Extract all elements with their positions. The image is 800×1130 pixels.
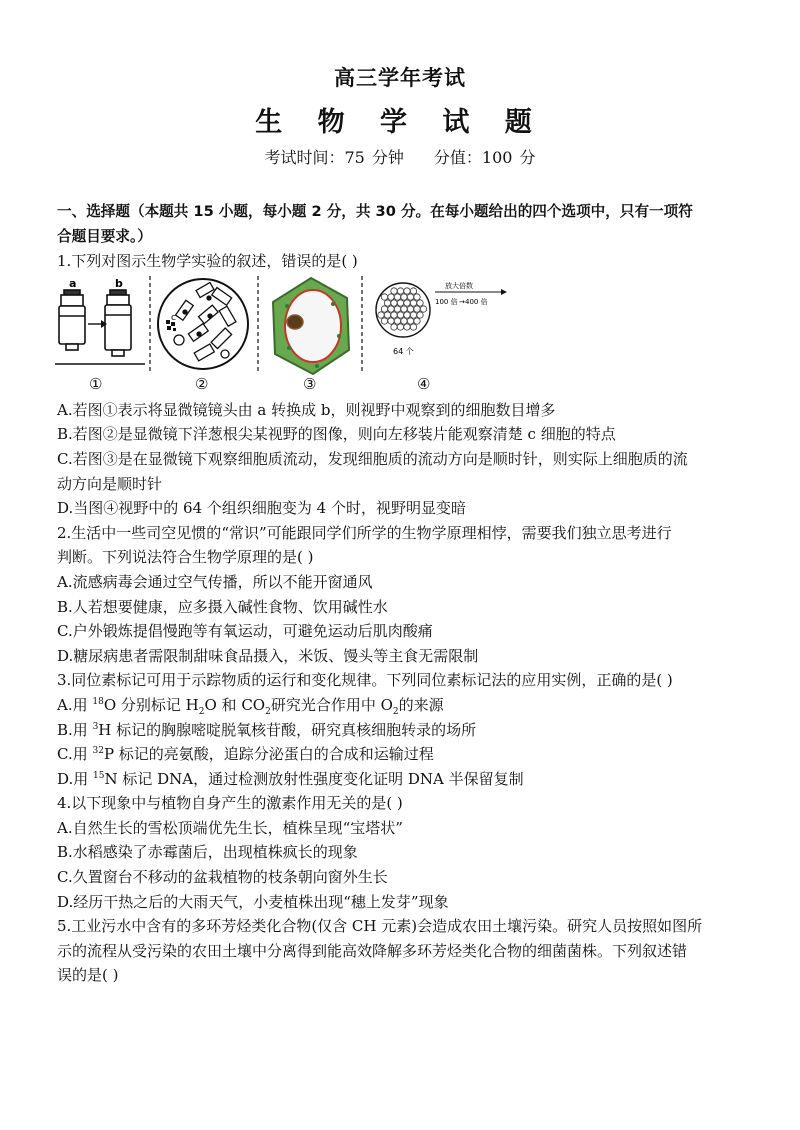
tissue-cell xyxy=(378,312,384,318)
tissue-cell xyxy=(394,294,400,300)
lens-b-label: b xyxy=(115,276,123,290)
tissue-cell xyxy=(417,300,423,306)
tissue-cell xyxy=(401,318,407,324)
q1-option-c-cont: 动方向是顺时针 xyxy=(57,474,163,493)
tissue-cell xyxy=(384,312,390,318)
tissue-cell xyxy=(414,294,420,300)
tissue-cell xyxy=(414,318,420,324)
tissue-cell xyxy=(394,306,400,312)
tissue-cell xyxy=(391,312,397,318)
q4-option-d: D.经历干热之后的大雨天气，小麦植株出现“穗上发芽”现象 xyxy=(57,892,449,911)
tissue-cell xyxy=(381,306,387,312)
figure-label-1: ① xyxy=(89,374,103,393)
cell-c-label: c xyxy=(171,312,176,323)
tissue-cell xyxy=(381,318,387,324)
tissue-cell xyxy=(394,318,400,324)
tissue-cell xyxy=(407,318,413,324)
section-heading-cont: 合题目要求。） xyxy=(57,227,152,245)
tissue-cell xyxy=(404,300,410,306)
q5-stem-end: 误的是( ) xyxy=(57,966,119,985)
q2-stem-cont: 判断。下列说法符合生物学原理的是( ) xyxy=(57,548,314,567)
tissue-cell xyxy=(410,288,416,294)
q2-option-d: D.糖尿病患者需限制甜味食品摄入，米饭、馒头等主食无需限制 xyxy=(57,646,479,665)
tissue-cell xyxy=(391,324,397,330)
q5-stem: 5.工业污水中含有的多环芳烃类化合物(仅含 CH 元素)会造成农田土壤污染。研究人员按照如图所 xyxy=(57,917,703,936)
tissue-cell xyxy=(397,324,403,330)
figure-label-2: ② xyxy=(195,374,209,393)
figure-divider xyxy=(357,276,367,376)
tissue-cell xyxy=(391,288,397,294)
tissue-cell xyxy=(381,294,387,300)
figure-field-of-view xyxy=(373,276,513,372)
tissue-cell xyxy=(397,288,403,294)
q1-option-d: D.当图④视野中的 64 个组织细胞变为 4 个时，视野明显变暗 xyxy=(57,499,466,518)
zoom-title: 放大倍数 xyxy=(445,281,473,290)
q3-stem: 3.同位素标记可用于示踪物质的运行和变化规律。下列同位素标记法的应用实例，正确的是( ) xyxy=(57,671,673,690)
tissue-cell xyxy=(404,324,410,330)
q1-stem: 1.下列对图示生物学实验的叙述，错误的是( ) xyxy=(57,252,358,271)
tissue-cell xyxy=(388,318,394,324)
zoom-to: 400 倍 xyxy=(465,297,488,306)
tissue-cell xyxy=(391,300,397,306)
tissue-cell xyxy=(420,306,426,312)
exam-body xyxy=(57,200,757,988)
figure-label-3: ③ xyxy=(303,374,317,393)
exam-subtitle: 高三学年考试 xyxy=(334,65,466,90)
tissue-cell xyxy=(397,300,403,306)
q4-option-b: B.水稻感染了赤霉菌后，出现植株疯长的现象 xyxy=(57,843,358,862)
exam-score: 分值：100 分 xyxy=(433,148,536,167)
tissue-cell xyxy=(407,306,413,312)
q2-option-c: C.户外锻炼提倡慢跑等有氧运动，可避免运动后肌肉酸痛 xyxy=(57,622,433,641)
cell-count-label: 64 个 xyxy=(393,346,414,356)
q4-option-a: A.自然生长的雪松顶端优先生长，植株呈现“宝塔状” xyxy=(57,818,403,837)
q3-option-b: B.用 $^3$H 标记的胸腺嘧啶脱氧核苷酸，研究真核细胞转录的场所 xyxy=(57,720,477,739)
q2-option-a: A.流感病毒会通过空气传播，所以不能开窗通风 xyxy=(57,572,373,591)
zoom-from: 100 倍 xyxy=(435,297,458,306)
tissue-cell xyxy=(404,312,410,318)
tissue-cell xyxy=(417,312,423,318)
q4-stem: 4.以下现象中与植物自身产生的激素作用无关的是( ) xyxy=(57,794,403,813)
q2-option-b: B.人若想要健康，应多摄入碱性食物、饮用碱性水 xyxy=(57,597,388,616)
tissue-cell xyxy=(397,312,403,318)
figure-divider xyxy=(253,276,263,376)
q1-figures xyxy=(57,276,757,394)
q4-option-c: C.久置窗台不移动的盆栽植物的枝条朝向窗外生长 xyxy=(57,868,388,887)
exam-info xyxy=(0,145,800,168)
tissue-cell xyxy=(388,306,394,312)
figure-plant-cell xyxy=(269,276,353,376)
exam-title: 生 物 学 试 题 xyxy=(255,107,545,138)
tissue-cell xyxy=(384,300,390,306)
section-heading: 一、选择题（本题共 15 小题，每小题 2 分，共 30 分。在每小题给出的四个选项中，只有一项符 xyxy=(57,203,693,220)
q3-option-c: C.用 $^{32}$P 标记的亮氨酸，追踪分泌蛋白的合成和运输过程 xyxy=(57,745,434,764)
tissue-cell xyxy=(414,306,420,312)
lens-a-label: a xyxy=(69,276,77,290)
tissue-cell xyxy=(410,312,416,318)
q3-option-a: A.用 $^{18}$O 分别标记 $H_2O$ 和 $CO_2$研究光合作用中 $O_2$的来源 xyxy=(57,695,444,717)
q5-stem-cont: 示的流程从受污染的农田土壤中分离得到能高效降解多环芳烃类化合物的细菌菌株。下列叙述错 xyxy=(57,941,688,960)
q1-option-c: C.若图③是在显微镜下观察细胞质流动，发现细胞质的流动方向是顺时针，则实际上细胞质的流 xyxy=(57,449,688,468)
figure-label-4: ④ xyxy=(417,374,431,393)
figure-root-tip xyxy=(155,276,251,372)
q1-option-a: A.若图①表示将显微镜镜头由 a 转换成 b，则视野中观察到的细胞数目增多 xyxy=(57,400,556,419)
figure-objective-lenses xyxy=(55,276,147,372)
q1-option-b: B.若图②是显微镜下洋葱根尖某视野的图像，则向左移装片能观察清楚 c 细胞的特点 xyxy=(57,425,616,444)
tissue-cell xyxy=(410,300,416,306)
tissue-cell xyxy=(404,288,410,294)
figure-divider xyxy=(145,276,155,376)
tissue-cell xyxy=(407,294,413,300)
svg-text:→: → xyxy=(459,297,465,306)
tissue-cell xyxy=(410,324,416,330)
q3-option-d: D.用 $^{15}$N 标记 DNA，通过检测放射性强度变化证明 DNA 半保留复制 xyxy=(57,769,524,788)
q2-stem: 2.生活中一些司空见惯的“常识”可能跟同学们所学的生物学原理相悖，需要我们独立思考进行 xyxy=(57,523,672,542)
tissue-cell xyxy=(401,294,407,300)
tissue-cell xyxy=(388,294,394,300)
exam-time: 考试时间：75 分钟 xyxy=(264,148,404,167)
tissue-cell xyxy=(401,306,407,312)
